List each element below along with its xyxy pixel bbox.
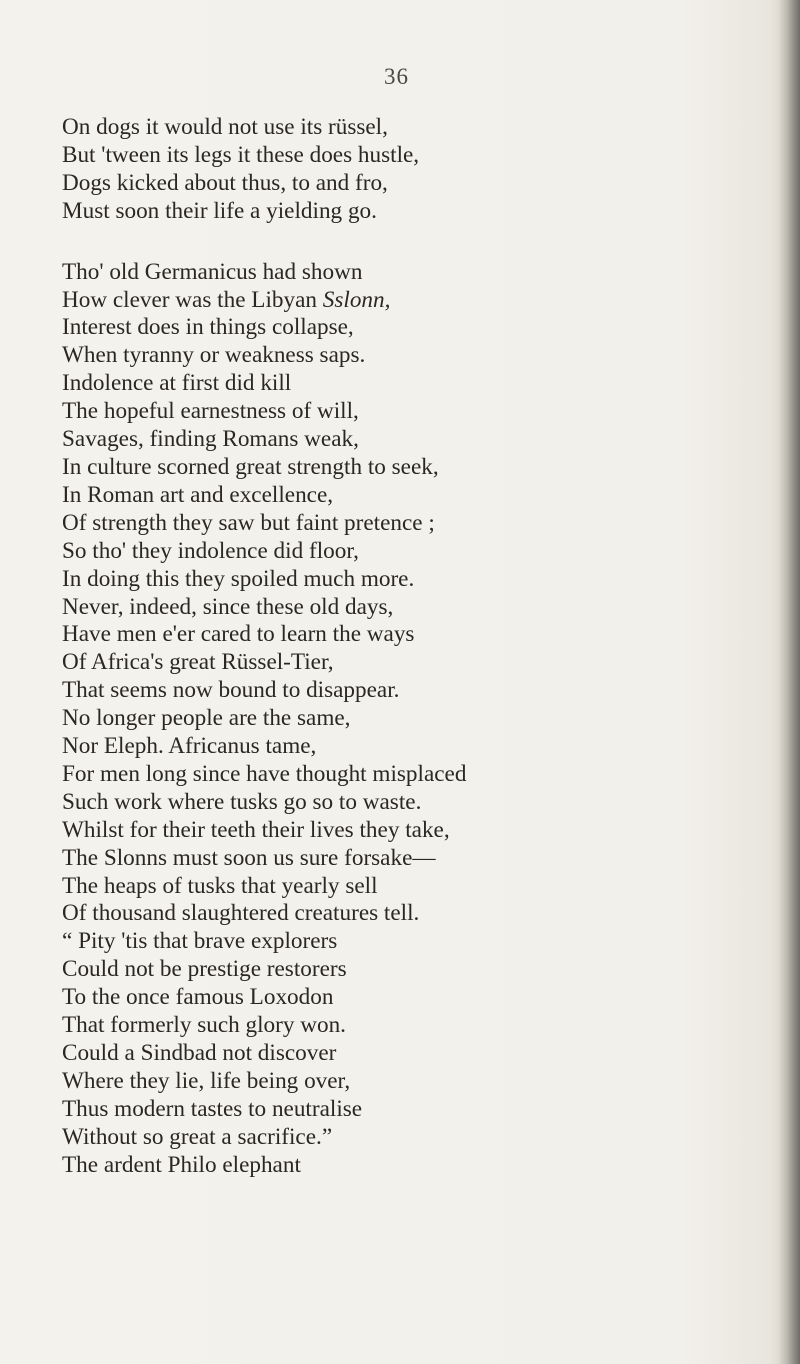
poem-line: Whilst for their teeth their lives they take, [62, 816, 450, 843]
poem-line: Of Africa's great Rüssel-Tier, [62, 649, 334, 676]
poem-line: That formerly such glory won. [62, 1012, 346, 1039]
poem-text [62, 114, 762, 1180]
poem-line: No longer people are the same, [62, 705, 351, 732]
poem-line: Never, indeed, since these old days, [62, 593, 394, 620]
poem-line: Of thousand slaughtered creatures tell. [62, 900, 420, 927]
poem-line: But 'tween its legs it these does hustle, [62, 141, 420, 168]
poem-line: The ardent Philo elephant [62, 1151, 301, 1178]
poem-line: Without so great a sacrifice.” [62, 1123, 333, 1150]
poem-line: Where they lie, life being over, [62, 1067, 351, 1094]
poem-line: When tyranny or weakness saps. [62, 342, 366, 369]
poem-line: That seems now bound to disappear. [62, 677, 400, 704]
poem-line: Tho' old Germanicus had shown [62, 258, 363, 285]
poem-line-text: How clever was the Libyan [62, 286, 323, 313]
italic-word: Sslonn, [322, 286, 391, 313]
poem-line: The hopeful earnestness of will, [62, 398, 359, 425]
poem-line: Have men e'er cared to learn the ways [62, 621, 415, 648]
poem-line: The Slonns must soon us sure forsake— [62, 844, 436, 871]
poem-line: “ Pity 'tis that brave explorers [62, 928, 338, 955]
page-number: 36 [384, 64, 409, 89]
poem-line: Interest does in things collapse, [62, 314, 354, 341]
poem-line: Nor Eleph. Africanus tame, [62, 733, 317, 760]
stanza-2 [62, 259, 762, 1180]
poem-line: Of strength they saw but faint pretence ; [62, 509, 435, 536]
poem-line: Savages, finding Romans weak, [62, 426, 359, 453]
poem-line: So tho' they indolence did floor, [62, 537, 359, 564]
poem-line: Could a Sindbad not discover [62, 1040, 337, 1066]
poem-line: Such work where tusks go so to waste. [62, 788, 422, 815]
stanza-1 [62, 114, 762, 226]
poem-line: The heaps of tusks that yearly sell [62, 872, 378, 899]
poem-line: Thus modern tastes to neutralise [62, 1095, 363, 1122]
poem-line: In culture scorned great strength to seek, [62, 453, 439, 480]
poem-line: Indolence at first did kill [62, 370, 292, 397]
page-binding-shadow [778, 0, 800, 1364]
poem-line: On dogs it would not use its rüssel, [62, 114, 388, 140]
poem-line [62, 287, 762, 315]
poem-line: To the once famous Loxodon [62, 984, 334, 1011]
poem-line: Dogs kicked about thus, to and fro, [62, 169, 388, 196]
poem-line: Must soon their life a yielding go. [62, 197, 377, 224]
poem-line: For men long since have thought misplaced [62, 760, 467, 787]
poem-line: In doing this they spoiled much more. [62, 565, 415, 592]
poem-line: Could not be prestige restorers [62, 956, 347, 983]
poem-line: In Roman art and excellence, [62, 481, 334, 508]
